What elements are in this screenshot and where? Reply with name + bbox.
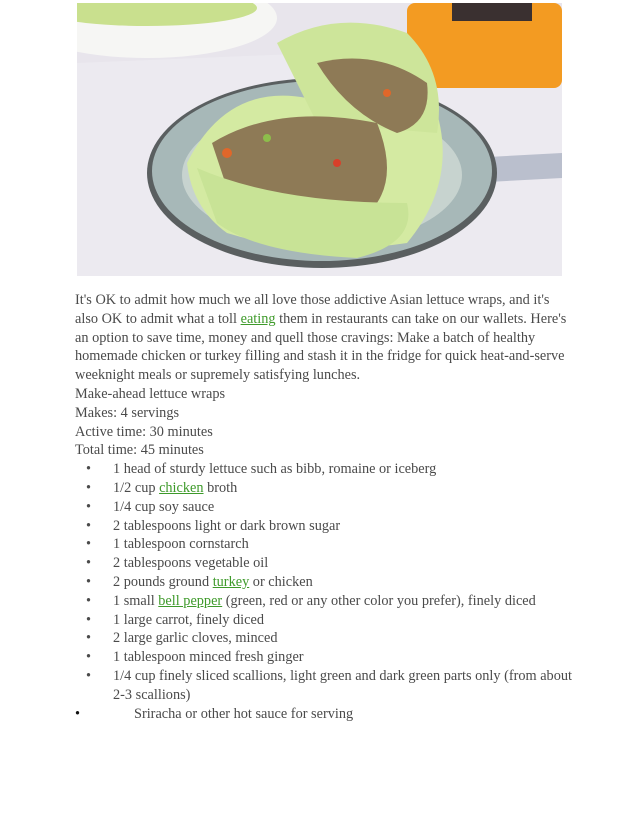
eating-link[interactable]: eating [240, 310, 276, 327]
bullet-icon: • [86, 649, 92, 666]
bullet-icon: • [86, 667, 92, 684]
recipe-total-time: Total time: 45 minutes [75, 442, 204, 459]
chicken-link[interactable]: chicken [159, 479, 204, 496]
ingredient-item: • 2 tablespoons vegetable oil [86, 555, 269, 572]
bell-pepper-link[interactable]: bell pepper [158, 592, 223, 609]
ingredient-item: • 1/4 cup soy sauce [86, 498, 215, 515]
intro-paragraph: It's OK to admit how much we all love those addictive Asian lettuce wraps, and it's also OK to admit what a toll eating them in restaurants can take on our wallets. Here's an option to save time, money and quell those cravings: Make a batch of healthy homemade chicken or turkey filling and stash it in the fridge for quick heat-and-serve weeknight meals or supremely satisfying lunches. [75, 292, 567, 384]
bullet-icon: • [86, 517, 92, 534]
ingredient-item: • 2 pounds ground turkey or chicken [86, 573, 313, 590]
bullet-icon: • [86, 630, 92, 647]
bullet-icon: • [86, 461, 92, 478]
recipe-title: Make-ahead lettuce wraps [75, 385, 226, 402]
bullet-icon: • [75, 705, 81, 722]
ingredient-item: • 1 large carrot, finely diced [86, 611, 264, 628]
turkey-link[interactable]: turkey [212, 573, 250, 590]
bullet-icon: • [86, 498, 92, 515]
bullet-icon: • [86, 573, 92, 590]
bullet-icon: • [86, 479, 92, 496]
ingredient-item-sriracha: • Sriracha or other hot sauce for serving [75, 705, 354, 722]
ingredient-item: • 2 tablespoons light or dark brown sugar [86, 517, 341, 534]
recipe-active-time: Active time: 30 minutes [75, 423, 213, 440]
ingredient-item: • 1 head of sturdy lettuce such as bibb, romaine or iceberg [86, 461, 437, 478]
ingredient-item: • 1/2 cup chicken broth [86, 479, 238, 496]
bullet-icon: • [86, 536, 92, 553]
ingredient-item: • 2 large garlic cloves, minced [86, 630, 278, 647]
recipe-yield: Makes: 4 servings [75, 404, 180, 421]
ingredient-item: • 1/4 cup finely sliced scallions, light green and dark green parts only (from about 2-3 scallions) [86, 667, 572, 703]
lettuce-wraps-photo [77, 3, 562, 276]
bullet-icon: • [86, 555, 92, 572]
ingredient-item: • 1 tablespoon cornstarch [86, 536, 249, 553]
hero-image [77, 3, 562, 276]
ingredient-item: • 1 tablespoon minced fresh ginger [86, 649, 304, 666]
article-body [75, 291, 575, 723]
bullet-icon: • [86, 592, 92, 609]
ingredient-list [75, 460, 575, 704]
ingredient-item: • 1 small bell pepper (green, red or any other color you prefer), finely diced [86, 592, 536, 609]
bullet-icon: • [86, 611, 92, 628]
